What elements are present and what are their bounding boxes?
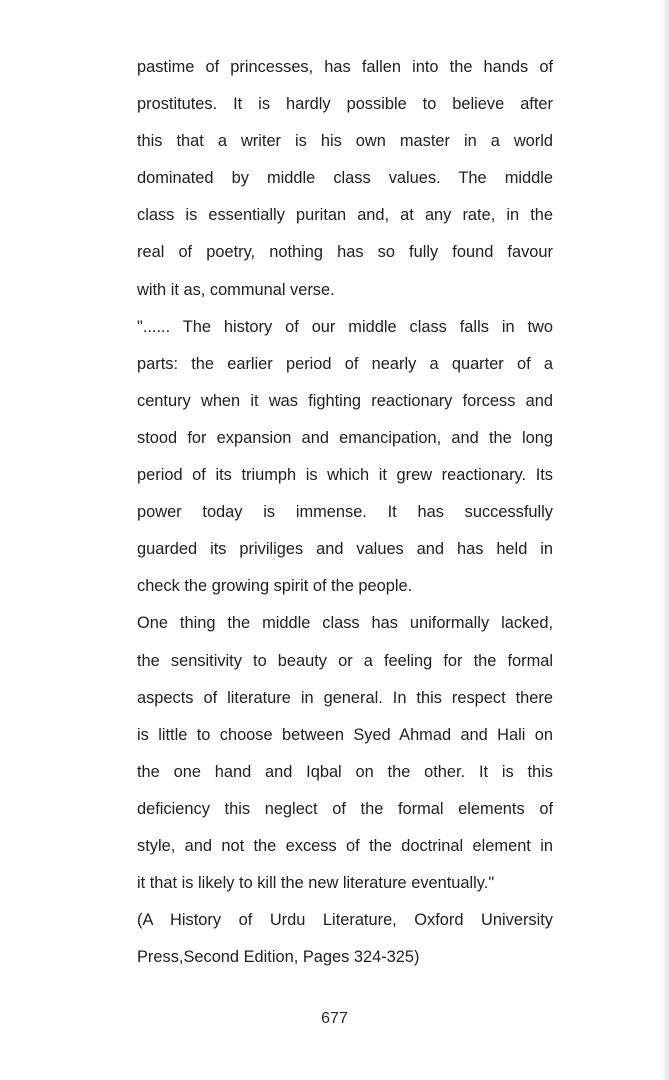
text-line: it that is likely to kill the new literature eventually." (137, 874, 495, 893)
text-line: class is essentially puritan and, at any rate, in the (137, 206, 553, 225)
text-line: aspects of literature in general. In this respect there (137, 688, 553, 707)
text-line: dominated by middle class values. The middle (137, 169, 553, 188)
text-line: parts: the earlier period of nearly a quarter of a (137, 354, 553, 373)
text-line: the sensitivity to beauty or a feeling for the formal (137, 651, 553, 670)
text-line: style, and not the excess of the doctrinal element in (137, 836, 553, 855)
text-line: pastime of princesses, has fallen into the hands of (137, 58, 553, 76)
text-line: check the growing spirit of the people. (137, 577, 413, 596)
text-line: the one hand and Iqbal on the other. It is this (137, 762, 553, 781)
text-line: with it as, communal verse. (137, 280, 335, 299)
text-line: real of poetry, nothing has so fully found favour (137, 243, 553, 262)
text-line: deficiency this neglect of the formal elements of (137, 799, 553, 818)
text-line: this that a writer is his own master in a world (137, 132, 553, 151)
text-line: power today is immense. It has successfully (137, 503, 553, 522)
text-line: "...... The history of our middle class falls in two (137, 317, 553, 336)
body-text (137, 52, 553, 979)
text-line: period of its triumph is which it grew reactionary. Its (137, 466, 553, 485)
text-line: stood for expansion and emancipation, and the long (137, 428, 553, 447)
text-line: guarded its priviliges and values and has held in (137, 540, 553, 559)
citation-line: (A History of Urdu Literature, Oxford University (137, 911, 553, 930)
citation-line: Press,Second Edition, Pages 324-325) (137, 948, 420, 967)
text-line: century when it was fighting reactionary forcess and (137, 391, 553, 410)
text-line: One thing the middle class has uniformally lacked, (137, 614, 553, 633)
text-line: prostitutes. It is hardly possible to believe after (137, 95, 553, 114)
text-line: is little to choose between Syed Ahmad and Hali on (137, 725, 553, 744)
page-number: 677 (321, 1010, 348, 1027)
page-edge-shadow (663, 0, 669, 1080)
